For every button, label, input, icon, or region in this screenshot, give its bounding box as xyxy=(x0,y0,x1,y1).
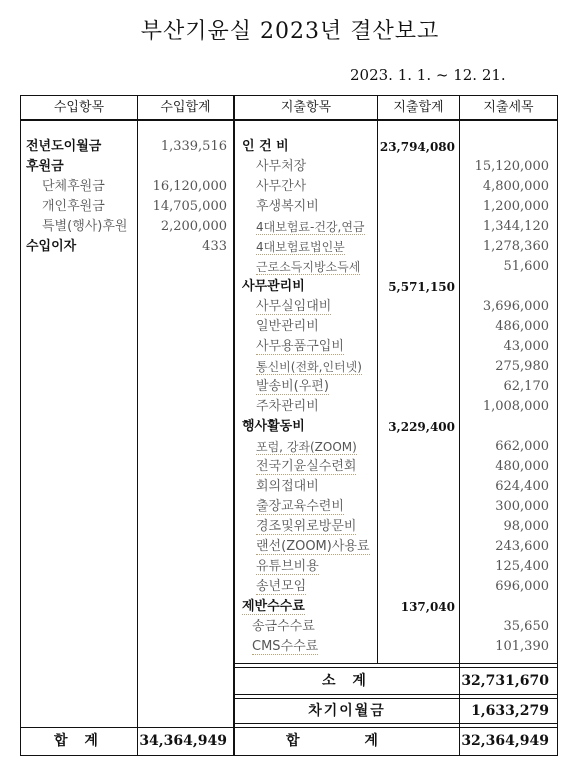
expense-item-detail: 15,120,000 xyxy=(474,159,549,174)
col-divider-3 xyxy=(377,95,378,663)
expense-item-label-text: 출장교육수련비 xyxy=(256,499,344,514)
expense-item-detail: 300,000 xyxy=(495,499,549,514)
expense-item-label xyxy=(256,377,329,397)
income-item-label: 후원금 xyxy=(26,159,64,174)
expense-item-label-text: CMS수수료 xyxy=(252,639,319,654)
expense-item-detail: 35,650 xyxy=(503,619,549,634)
income-item-amount: 2,200,000 xyxy=(160,219,227,234)
income-item-amount: 16,120,000 xyxy=(152,179,227,194)
income-item-label: 개인후원금 xyxy=(42,199,105,214)
expense-item-label xyxy=(256,517,356,537)
page-title: 부산기윤실 2023년 결산보고 xyxy=(140,19,440,44)
header-income-total: 수입합계 xyxy=(160,100,211,115)
expense-total-label: 합 계 xyxy=(286,733,408,749)
expense-item-label: 일반관리비 xyxy=(256,319,319,334)
expense-item-detail: 3,696,000 xyxy=(482,299,549,314)
expense-item-label xyxy=(256,557,319,577)
expense-category-total: 137,040 xyxy=(400,600,455,614)
expense-total-amount: 32,364,949 xyxy=(461,733,549,749)
expense-category-label: 인 건 비 xyxy=(242,139,289,154)
settlement-table xyxy=(20,95,558,756)
expense-item-detail: 243,600 xyxy=(495,539,549,554)
income-item-label: 수입이자 xyxy=(26,239,77,254)
header-expense-total: 지출합계 xyxy=(393,100,444,115)
expense-item-label-text: 근로소득지방소득세 xyxy=(256,260,361,274)
expense-item-detail: 1,200,000 xyxy=(482,199,549,214)
expense-item-detail: 43,000 xyxy=(503,339,549,354)
subtotal-top-border-inner xyxy=(235,667,558,668)
expense-category-label-text: 제반수수료 xyxy=(242,599,305,614)
table-right-border xyxy=(557,95,558,756)
expense-item-detail: 4,800,000 xyxy=(482,179,549,194)
expense-item-label-text: 랜선(ZOOM)사용료 xyxy=(256,539,370,554)
expense-item-label xyxy=(256,257,360,277)
income-item-label: 단체후원금 xyxy=(42,179,105,194)
expense-item-detail: 624,400 xyxy=(495,479,549,494)
expense-item-detail: 486,000 xyxy=(495,319,549,334)
expense-item-label xyxy=(256,437,357,457)
expense-item-detail: 101,390 xyxy=(495,639,549,654)
subtotal-amount: 32,731,670 xyxy=(461,673,549,689)
expense-item-label xyxy=(256,357,362,377)
expense-category-label xyxy=(242,597,305,617)
subtotal-bottom-border xyxy=(235,694,558,695)
header-expense-item: 지출항목 xyxy=(280,100,332,115)
expense-item-label-text: 4대보험료법인분 xyxy=(256,240,345,254)
header-expense-detail: 지출세목 xyxy=(483,100,534,115)
total-divider xyxy=(20,727,558,728)
income-item-label: 특별(행사)후원 xyxy=(42,219,128,234)
header-divider xyxy=(20,119,558,121)
subtotal-top-border xyxy=(235,663,558,664)
carryover-bottom-border xyxy=(235,723,558,724)
expense-item-detail: 1,278,360 xyxy=(482,239,549,254)
expense-item-label xyxy=(252,637,318,657)
report-period: 2023. 1. 1. ~ 12. 21. xyxy=(350,66,506,84)
income-total-amount: 34,364,949 xyxy=(139,733,227,749)
expense-item-label: 회의접대비 xyxy=(256,479,319,494)
expense-item-label xyxy=(256,537,370,557)
table-top-border xyxy=(20,95,558,96)
expense-item-label-text: 송년모임 xyxy=(256,579,307,594)
header-income-item: 수입항목 xyxy=(53,100,105,115)
expense-category-total: 3,229,400 xyxy=(388,420,455,434)
expense-item-label xyxy=(256,577,306,597)
expense-item-label-text: 포럼, 강좌(ZOOM) xyxy=(256,440,357,454)
expense-item-detail: 98,000 xyxy=(503,519,549,534)
expense-category-label: 행사활동비 xyxy=(242,419,305,434)
subtotal-label: 소 계 xyxy=(322,673,372,689)
expense-item-detail: 1,008,000 xyxy=(482,399,549,414)
income-item-amount: 14,705,000 xyxy=(152,199,227,214)
income-item-amount: 433 xyxy=(202,239,227,254)
expense-item-label: 송금수수료 xyxy=(252,619,315,634)
expense-item-label-text: 통신비(전화,인터넷) xyxy=(256,360,362,374)
expense-item-detail: 662,000 xyxy=(495,439,549,454)
expense-item-label xyxy=(256,497,344,517)
table-bottom-border xyxy=(20,755,558,756)
expense-item-label-text: 경조및위로방문비 xyxy=(256,519,357,534)
expense-item-label-text: 유튜브비용 xyxy=(256,559,319,574)
expense-item-label-text: 사무실임대비 xyxy=(256,299,332,314)
expense-item-label: 사무처장 xyxy=(256,159,307,174)
expense-item-detail: 62,170 xyxy=(503,379,549,394)
expense-item-detail: 51,600 xyxy=(503,259,549,274)
expense-item-detail: 1,344,120 xyxy=(482,219,549,234)
expense-item-label xyxy=(256,237,345,257)
expense-item-detail: 275,980 xyxy=(495,359,549,374)
expense-item-label-text: 전국기윤실수련회 xyxy=(256,459,357,474)
expense-item-label xyxy=(256,457,356,477)
expense-category-total: 23,794,080 xyxy=(379,140,455,154)
income-total-label: 합 계 xyxy=(54,733,104,749)
expense-item-label xyxy=(256,217,365,237)
expense-item-label-text: 사무용품구입비 xyxy=(256,339,344,354)
col-divider-2 xyxy=(233,95,235,756)
expense-item-label: 주차관리비 xyxy=(256,399,319,414)
carryover-amount: 1,633,279 xyxy=(471,703,549,719)
expense-category-label: 사무관리비 xyxy=(242,279,305,294)
carryover-label: 차기이월금 xyxy=(308,703,386,719)
expense-item-detail: 125,400 xyxy=(495,559,549,574)
income-item-amount: 1,339,516 xyxy=(160,139,227,154)
expense-category-total: 5,571,150 xyxy=(388,280,455,294)
expense-item-label xyxy=(256,337,344,357)
expense-item-label xyxy=(256,297,331,317)
expense-item-label: 사무간사 xyxy=(256,179,307,194)
expense-item-detail: 480,000 xyxy=(495,459,549,474)
table-left-border xyxy=(20,95,21,756)
expense-item-label-text: 4대보험료-건강,연금 xyxy=(256,220,365,234)
expense-item-detail: 696,000 xyxy=(495,579,549,594)
expense-item-label-text: 발송비(우편) xyxy=(256,379,329,394)
income-item-label: 전년도이월금 xyxy=(26,139,102,154)
expense-item-label: 후생복지비 xyxy=(256,199,319,214)
